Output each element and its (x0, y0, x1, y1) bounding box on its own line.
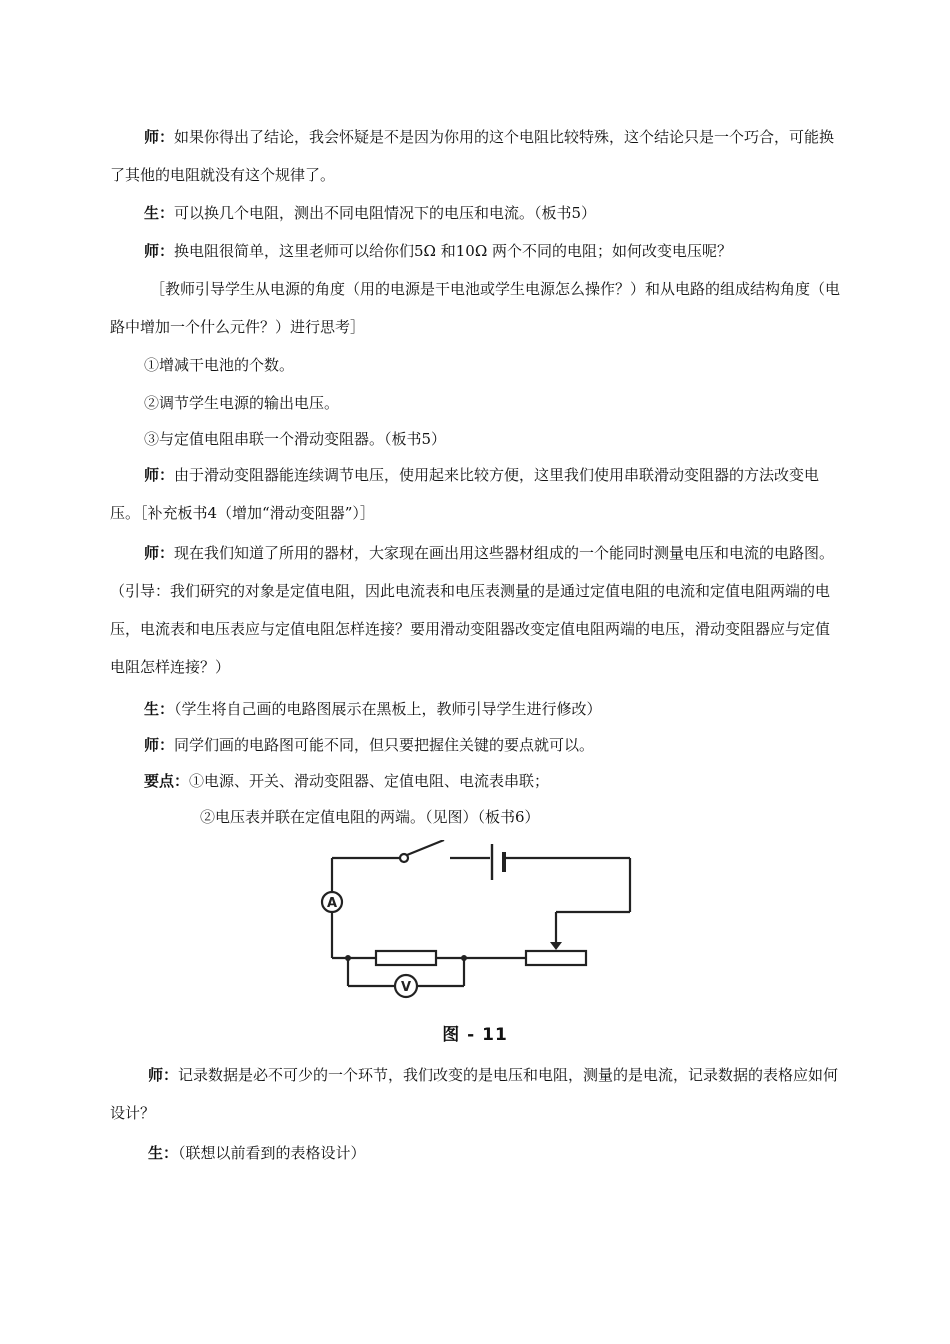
paragraph-10 (110, 690, 840, 728)
paragraph-text: ①增减干电池的个数。 (144, 356, 295, 374)
paragraph-8 (110, 456, 840, 532)
rheostat-arrow-icon (550, 942, 562, 950)
paragraph-6 (110, 384, 840, 422)
speaker-label: 师： (144, 736, 175, 754)
key-points-label: 要点： (144, 772, 190, 790)
paragraph-12 (110, 762, 840, 800)
speaker-label: 生： (144, 204, 175, 222)
paragraph-1 (110, 118, 840, 194)
paragraph-text: ③与定值电阻串联一个滑动变阻器。（板书5） (144, 430, 447, 448)
paragraph-text: 现在我们知道了所用的器材，大家现在画出用这些器材组成的一个能同时测量电压和电流的电路图。（引导：我们研究的对象是定值电阻，因此电流表和电压表测量的是通过定值电阻的电流和定值电阻两端的电压，电流表和电压表应与定值电阻怎样连接？要用滑动变阻器改变定值电阻两端的电压，滑动变阻器应与定值电阻怎样连接？） (110, 544, 835, 676)
paragraph-text: 换电阻很简单，这里老师可以给你们5Ω 和10Ω 两个不同的电阻；如何改变电压呢？ (174, 242, 733, 260)
paragraph-15 (110, 1134, 840, 1172)
paragraph-text: 由于滑动变阻器能连续调节电压，使用起来比较方便，这里我们使用串联滑动变阻器的方法改变电压。［补充板书4（增加“滑动变阻器”）］ (110, 466, 820, 522)
speaker-label: 师： (148, 1066, 179, 1084)
paragraph-9 (110, 534, 840, 686)
paragraph-text: 记录数据是必不可少的一个环节，我们改变的是电压和电阻，测量的是电流，记录数据的表格应如何设计？ (110, 1066, 839, 1122)
junction-left (345, 955, 351, 961)
paragraph-5 (110, 346, 840, 384)
rheostat (526, 951, 586, 965)
switch-contact-left (400, 854, 408, 862)
paragraph-text: ①电源、开关、滑动变阻器、定值电阻、电流表串联； (189, 772, 550, 790)
paragraph-text: （联想以前看到的表格设计） (178, 1144, 366, 1162)
ammeter-label: A (326, 896, 338, 911)
paragraph-7 (110, 420, 840, 458)
paragraph-text: ②调节学生电源的输出电压。 (144, 394, 340, 412)
junction-right (461, 955, 467, 961)
paragraph-text: ［教师引导学生从电源的角度（用的电源是干电池或学生电源怎么操作？）和从电路的组成结构角度（电路中增加一个什么元件？）进行思考］ (110, 280, 841, 336)
circuit-diagram (312, 840, 642, 1015)
speaker-label: 生： (148, 1144, 179, 1162)
paragraph-4 (110, 270, 840, 346)
speaker-label: 师： (144, 128, 175, 146)
paragraph-3 (110, 232, 840, 270)
paragraph-11 (110, 726, 840, 764)
speaker-label: 师： (144, 544, 175, 562)
switch-lever (407, 840, 444, 855)
paragraph-text: ②电压表并联在定值电阻的两端。（见图）（板书6） (200, 808, 540, 826)
figure-caption: 图 - 11 (442, 1025, 508, 1045)
fixed-resistor (376, 951, 436, 965)
paragraph-14 (110, 1056, 840, 1132)
paragraph-text: 如果你得出了结论，我会怀疑是不是因为你用的这个电阻比较特殊，这个结论只是一个巧合，可能换了其他的电阻就没有这个规律了。 (110, 128, 835, 184)
paragraph-text: 同学们画的电路图可能不同，但只要把握住关键的要点就可以。 (174, 736, 595, 754)
voltmeter-label: V (400, 980, 412, 995)
paragraph-13 (200, 798, 540, 836)
paragraph-text: （学生将自己画的电路图展示在黑板上，教师引导学生进行修改） (174, 700, 602, 718)
speaker-label: 生： (144, 700, 175, 718)
speaker-label: 师： (144, 242, 175, 260)
paragraph-2 (110, 194, 840, 232)
paragraph-text: 可以换几个电阻，测出不同电阻情况下的电压和电流。（板书5） (174, 204, 597, 222)
speaker-label: 师： (144, 466, 175, 484)
